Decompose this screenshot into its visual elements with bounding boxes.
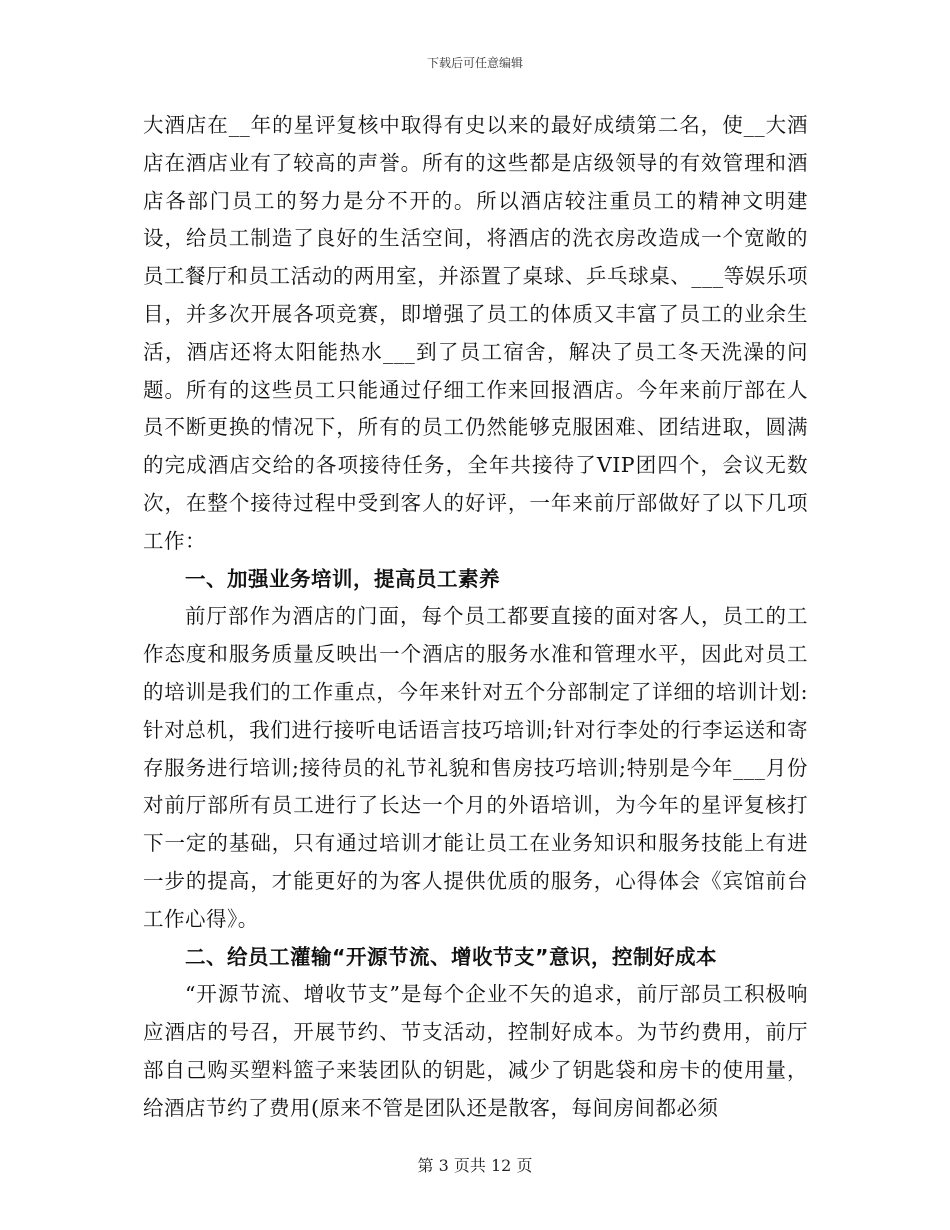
page-header-note: 下载后可任意编辑 xyxy=(426,56,523,70)
page-number: 第 3 页共 12 页 xyxy=(417,1156,533,1175)
section-1-heading: 一、加强业务培训，提高员工素养 xyxy=(185,566,500,591)
section-2-paragraph: “开源节流、增收节支”是每个企业不矢的追求，前厅部员工积极响应酒店的号召，开展节约、节支活动，控制好成本。为节约费用，前厅部自己购买塑料篮子来装团队的钥匙，减少了钥匙袋和房卡的使用量，给酒店节约了费用(原来不管是团队还是散客，每间房间都必须 xyxy=(143,982,808,1120)
document-body xyxy=(143,107,808,1128)
section-1-paragraph: 前厅部作为酒店的门面，每个员工都要直接的面对客人，员工的工作态度和服务质量反映出一个酒店的服务水准和管理水平，因此对员工的培训是我们的工作重点，今年来针对五个分部制定了详细的培训计划:针对总机，我们进行接听电话语言技巧培训;针对行李处的行李运送和寄存服务进行培训;接待员的礼节礼貌和售房技巧培训;特别是今年___月份对前厅部所有员工进行了长达一个月的外语培训，为今年的星评复核打下一定的基础，只有通过培训才能让员工在业务知识和服务技能上有进一步的提高，才能更好的为客人提供优质的服务，心得体会《宾馆前台工作心得》。 xyxy=(143,604,808,931)
intro-paragraph: 大酒店在__年的星评复核中取得有史以来的最好成绩第二名，使__大酒店在酒店业有了较高的声誉。所有的这些都是店级领导的有效管理和酒店各部门员工的努力是分不开的。所以酒店较注重员工的精神文明建设，给员工制造了良好的生活空间，将酒店的洗衣房改造成一个宽敞的员工餐厅和员工活动的两用室，并添置了桌球、乒乓球桌、___等娱乐项目，并多次开展各项竞赛，即增强了员工的体质又丰富了员工的业余生活，酒店还将太阳能热水___到了员工宿舍，解决了员工冬天洗澡的问题。所有的这些员工只能通过仔细工作来回报酒店。今年来前厅部在人员不断更换的情况下，所有的员工仍然能够克服困难、团结进取，圆满的完成酒店交给的各项接待任务，全年共接待了VIP团四个，会议无数次，在整个接待过程中受到客人的好评，一年来前厅部做好了以下几项工作： xyxy=(143,113,808,553)
section-2-heading: 二、给员工灌输“开源节流、增收节支”意识，控制好成本 xyxy=(185,944,717,969)
